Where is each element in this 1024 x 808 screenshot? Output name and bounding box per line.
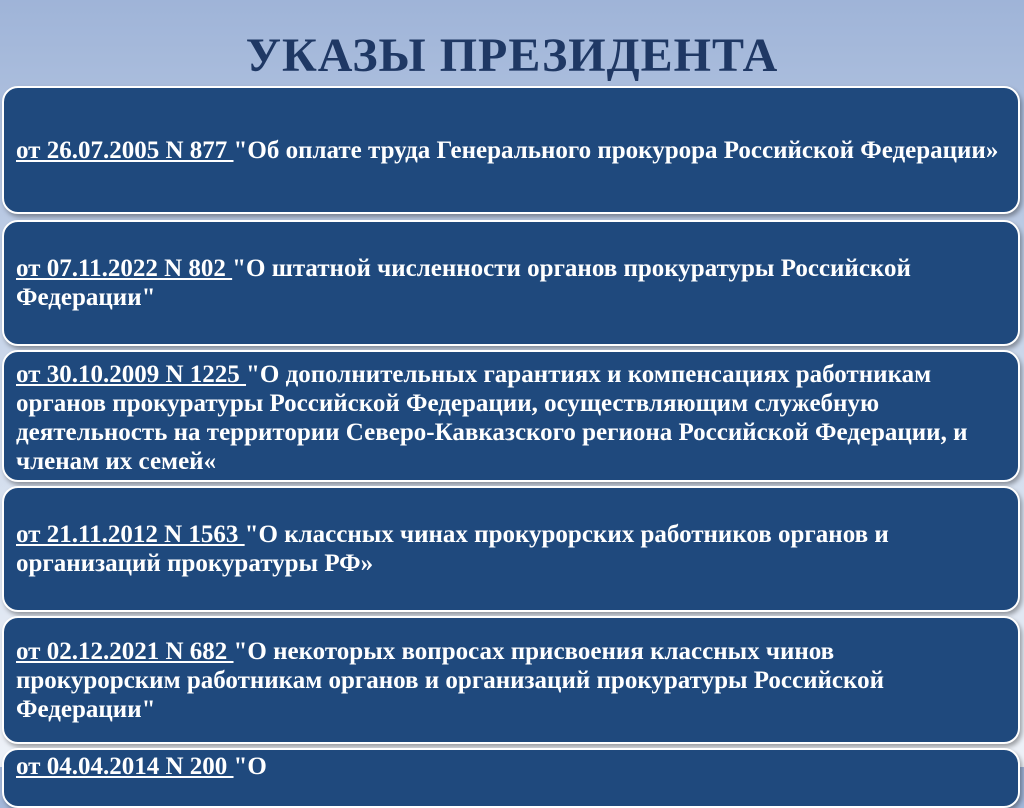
decree-item[interactable] [2,350,1020,482]
decree-title: "Об оплате труда Генерального прокурора Российской Федерации» [233,136,999,164]
page-title: УКАЗЫ ПРЕЗИДЕНТА [245,29,779,82]
decree-title: "О штатной численности органов прокуратуры Российской Федерации" [16,255,911,311]
decree-title: "О классных чинах прокурорских работников органов и организаций прокуратуры РФ» [16,521,889,577]
decree-text [16,637,1004,724]
decree-text [16,136,998,165]
decree-reference-link[interactable]: от 30.10.2009 N 1225 [16,361,247,388]
decree-text [16,520,1004,578]
decree-reference-link[interactable]: от 21.11.2012 N 1563 [16,521,245,548]
decree-text [16,254,1004,312]
decree-item[interactable] [2,486,1020,612]
decree-item[interactable] [2,220,1020,346]
decree-item[interactable] [2,86,1020,214]
decree-item[interactable] [2,748,1020,808]
decree-title: "О некоторых вопросах присвоения классных чинов прокурорским работникам органов и организаций прокуратуры Российской Федерации" [16,637,884,723]
decree-item[interactable] [2,616,1020,744]
decree-reference-link[interactable]: от 04.04.2014 N 200 [16,753,234,780]
decree-title: "О дополнительных гарантиях и компенсациях работникам органов прокуратуры Российской Федерации, осуществляющим служебную деятельность на территории Северо-Кавказского региона Российской Федерации, и членам их семей« [16,361,968,475]
decree-reference-link[interactable]: от 26.07.2005 N 877 [16,136,234,164]
decree-reference-link[interactable]: от 02.12.2021 N 682 [16,637,234,665]
decree-reference-link[interactable]: от 07.11.2022 N 802 [16,255,233,282]
decree-title: "О [233,753,267,780]
decree-text [16,360,1004,476]
